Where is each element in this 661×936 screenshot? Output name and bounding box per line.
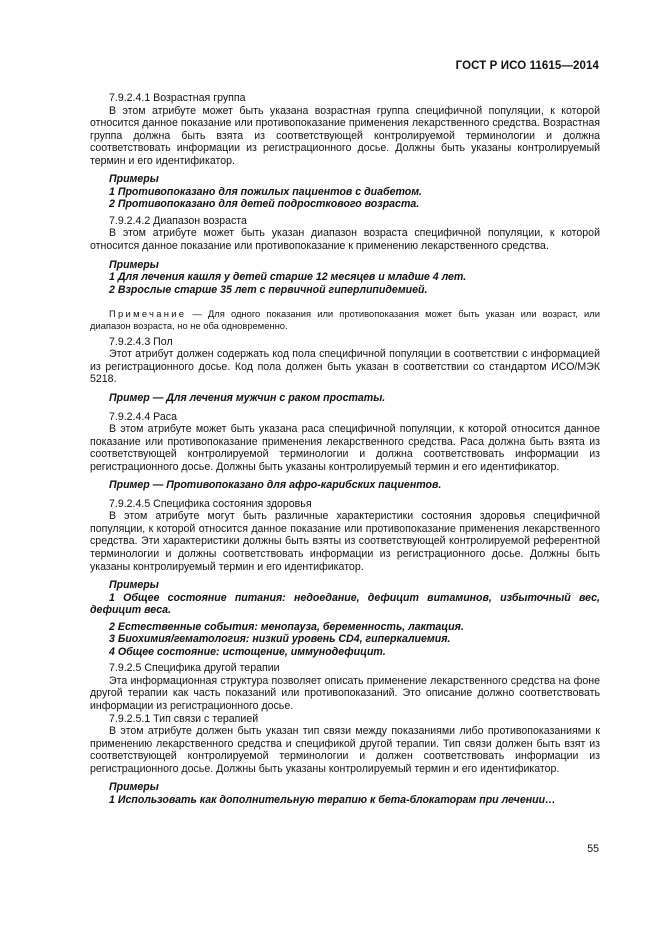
note-label: Примечание bbox=[109, 308, 187, 320]
examples-title: Примеры bbox=[109, 173, 159, 186]
page-number: 55 bbox=[587, 843, 599, 855]
paragraph: Эта информационная структура позволяет описать применение лекарственного средства на фоне другой терапии как часть показаний или противопоказаний. Это описание должно соответствовать информации из регистрационного досье. bbox=[90, 674, 600, 713]
paragraph: В этом атрибуте могут быть различные характеристики состояния здоровья специфичной популяции, к которой относится данное показание или противопоказание применения лекарственного средства. Эти характеристики должны быть взяты из соответствующей контролируемой референтной терминологии и должны соответствовать информации из регистрационного досье. Должны быть указаны контролируемый термин и его идентификатор. bbox=[90, 510, 600, 573]
examples-title: Примеры bbox=[109, 781, 159, 794]
example-item: 3 Биохимия/гематология: низкий уровень CD4, гиперкалиемия. bbox=[109, 633, 451, 646]
example-item: Пример — Для лечения мужчин с раком простаты. bbox=[109, 391, 386, 404]
examples-title: Примеры bbox=[109, 258, 159, 271]
examples-title: Примеры bbox=[109, 579, 159, 592]
note bbox=[90, 308, 600, 332]
example-item: 1 Общее состояние питания: недоедание, дефицит витаминов, избыточный вес, дефицит веса. bbox=[90, 591, 600, 617]
section-heading: 7.9.2.5.1 Тип связи с терапией bbox=[109, 712, 259, 725]
section-heading: 7.9.2.4.4 Раса bbox=[109, 410, 177, 423]
example-item: 2 Противопоказано для детей подросткового возраста. bbox=[109, 198, 420, 211]
example-item: 1 Противопоказано для пожилых пациентов с диабетом. bbox=[109, 185, 422, 198]
example-item: 2 Взрослые старше 35 лет с первичной гиперлипидемией. bbox=[109, 283, 428, 296]
paragraph: Этот атрибут должен содержать код пола специфичной популяции в соответствии с информацией из регистрационного досье. Код пола должен быть указан в соответствии со стандартом ИСО/МЭК 5218. bbox=[90, 348, 600, 386]
example-item: 1 Для лечения кашля у детей старше 12 месяцев и младше 4 лет. bbox=[109, 271, 467, 284]
section-heading: 7.9.2.4.1 Возрастная группа bbox=[109, 92, 246, 104]
paragraph: В этом атрибуте может быть указана возрастная группа специфичной популяции, к которой относится данное показание или противопоказание применения лекарственного средства. Возрастная группа должна быть взята из соответствующей контролируемой терминологии и должна соответствовать информации из регистрационного досье. Должны быть указаны контролируемый термин и его идентификатор. bbox=[90, 104, 600, 167]
document-header: ГОСТ Р ИСО 11615—2014 bbox=[455, 60, 599, 72]
example-item: 4 Общее состояние: истощение, иммунодефицит. bbox=[109, 645, 386, 658]
document-body bbox=[90, 92, 600, 806]
note-text: — Для одного показания или противопоказания может быть указан или возраст, или диапазон возраста, но не оба одновременно. bbox=[90, 308, 600, 331]
example-item: 1 Использовать как дополнительную терапию к бета-блокаторам при лечении… bbox=[109, 793, 556, 806]
example-item: Пример — Противопоказано для афро-карибских пациентов. bbox=[109, 479, 442, 492]
section-heading: 7.9.2.5 Специфика другой терапии bbox=[109, 662, 280, 675]
paragraph: В этом атрибуте может быть указана раса специфичной популяции, к которой относится данное показание или противопоказание применения лекарственного средства. Раса должна быть взята из соответствующей контролируемой терминологии и должна соответствовать информации из регистрационного досье. Должны быть указаны контролируемый термин и его идентификатор. bbox=[90, 423, 600, 473]
example-item: 2 Естественные события: менопауза, беременность, лактация. bbox=[109, 620, 464, 633]
section-heading: 7.9.2.4.3 Пол bbox=[109, 335, 173, 348]
section-heading: 7.9.2.4.2 Диапазон возраста bbox=[109, 214, 247, 227]
paragraph: В этом атрибуте должен быть указан тип связи между показаниями либо противопоказаниями к применению лекарственного средства и спецификой другой терапии. Тип связи должен быть взят из соответствующей контролируемой терминологии и должен соответствовать информации из регистрационного досье. Должны быть указаны контролируемый термин и его идентификатор. bbox=[90, 725, 600, 775]
section-heading: 7.9.2.4.5 Специфика состояния здоровья bbox=[109, 497, 312, 510]
paragraph: В этом атрибуте может быть указан диапазон возраста специфичной популяции, к которой относится данное показание или противопоказание к применению лекарственного средства. bbox=[90, 227, 600, 253]
